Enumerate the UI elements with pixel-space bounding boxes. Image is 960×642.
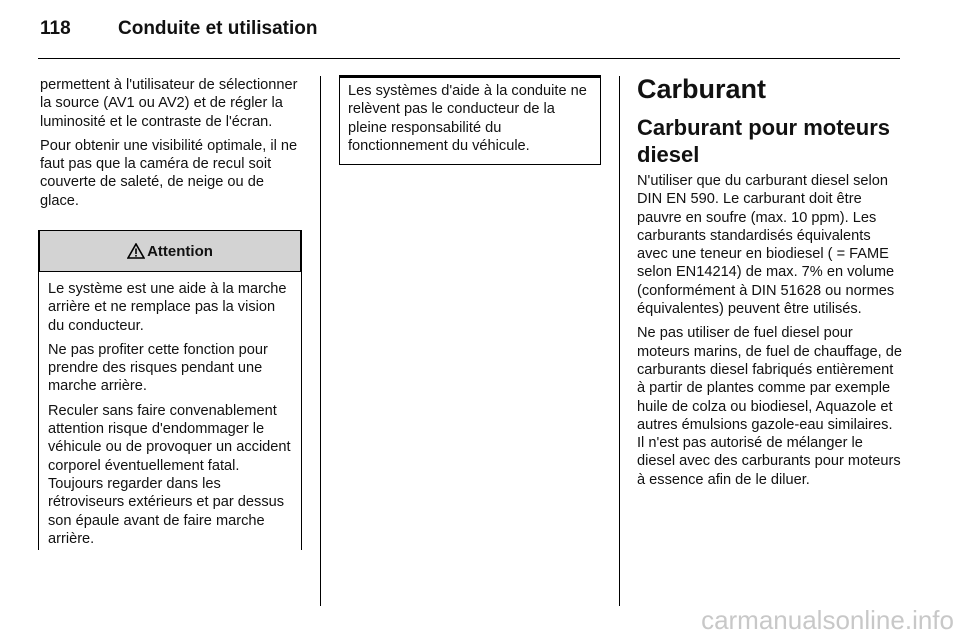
- attention-paragraph: Ne pas profiter cette fonction pour prendre des risques pendant une marche arrière.: [48, 341, 268, 395]
- column-left: [40, 76, 304, 216]
- page-title: Conduite et utilisation: [118, 18, 318, 39]
- notice-box: [339, 75, 601, 165]
- paragraph: permettent à l'utilisateur de sélectionner la source (AV1 ou AV2) et de régler la luminosité et le contraste de l'écran.: [40, 77, 298, 130]
- page-number: 118: [40, 18, 71, 39]
- attention-body: [39, 272, 301, 548]
- attention-paragraph: Le système est une aide à la marche arrière et ne remplace pas la vision du conducteur.: [48, 281, 287, 334]
- page-header: [40, 18, 318, 40]
- attention-box: [38, 230, 302, 550]
- section-heading: Carburant: [637, 74, 767, 104]
- paragraph: N'utiliser que du carburant diesel selon DIN EN 590. Le carburant doit être pauvre en soufre (max. 10 ppm). Les carburants standardisés équivalents avec une teneur en biodiesel ( = FAME selon EN14214) de max. 7% en volume (conformément à DIN 51628 ou normes équivalentes) peuvent être utilisés.: [637, 173, 895, 318]
- subsection-heading: Carburant pour moteurs diesel: [637, 115, 891, 167]
- column-right: [637, 72, 903, 495]
- attention-paragraph: Reculer sans faire convenablement attention risque d'endommager le véhicule ou de provoquer un accident corporel éventuellement fatal. Toujours regarder dans les rétroviseurs extérieurs et par dessus son épaule avant de faire marche arrière.: [48, 402, 291, 547]
- column-divider: [320, 76, 321, 606]
- warning-triangle-icon: [127, 243, 145, 259]
- header-divider: [38, 58, 900, 59]
- paragraph: Pour obtenir une visibilité optimale, il ne faut pas que la caméra de recul soit couverte de saleté, de neige ou de glace.: [40, 137, 298, 209]
- column-divider: [619, 76, 620, 606]
- attention-header: [39, 230, 301, 272]
- watermark: carmanualsonline.info: [701, 605, 954, 635]
- notice-text: Les systèmes d'aide à la conduite ne relèvent pas le conducteur de la pleine responsabilité du fonctionnement du véhicule.: [348, 83, 587, 154]
- paragraph: Ne pas utiliser de fuel diesel pour moteurs marins, de fuel de chauffage, de carburants diesel fabriqués entièrement à partir de plantes comme par exemple huile de colza ou biodiesel, Aquazole et autres émulsions gazole-eau similaires. Il n'est pas autorisé de mélanger le diesel avec des carburants pour moteurs à essence afin de le diluer.: [637, 325, 903, 488]
- attention-title: Attention: [147, 242, 213, 260]
